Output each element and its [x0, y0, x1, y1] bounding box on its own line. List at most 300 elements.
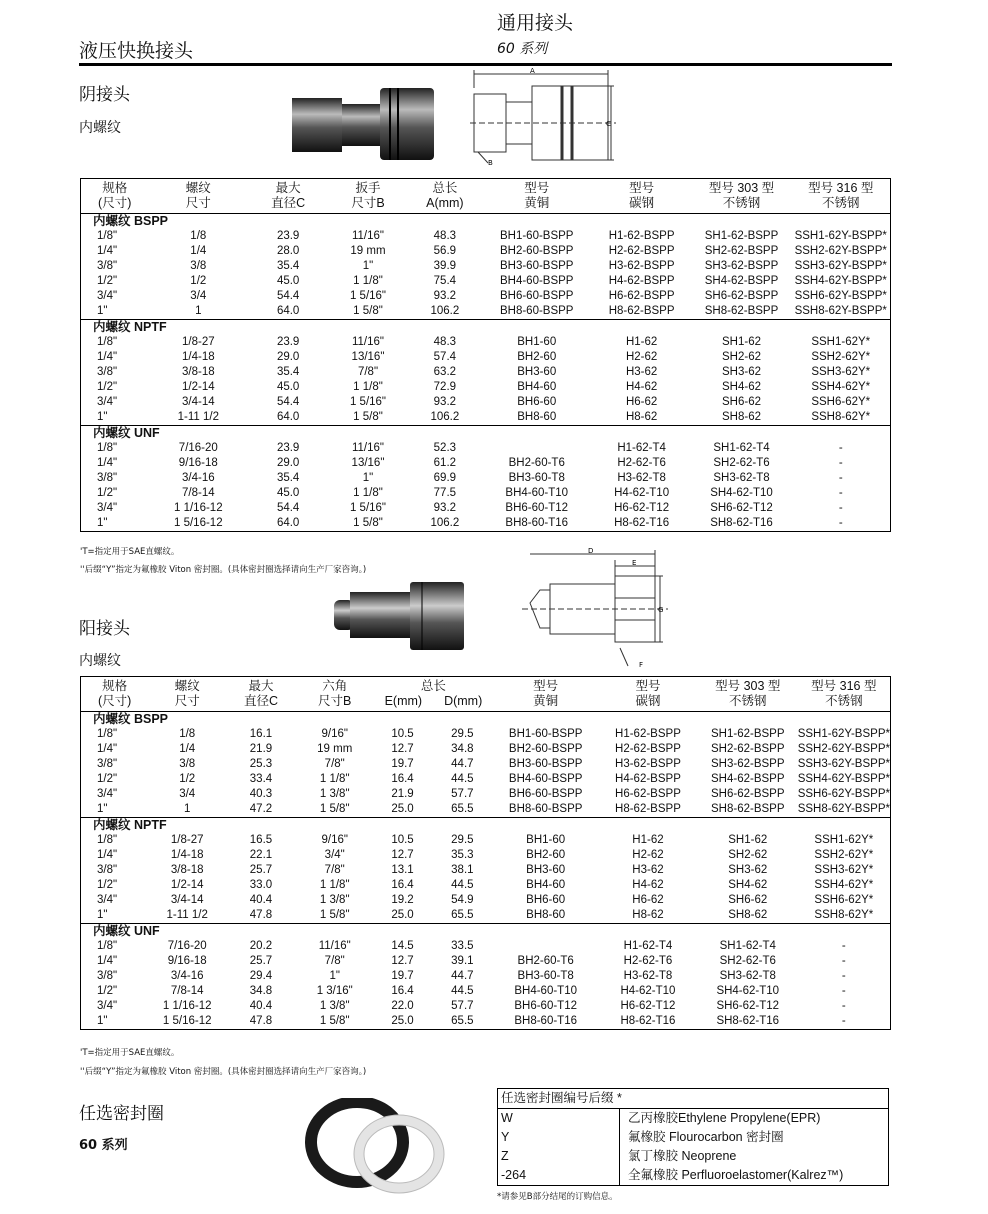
table-cell: 65.5: [451, 803, 474, 815]
table-cell: H2-62-T6: [617, 457, 666, 469]
table-cell: BH6-60: [517, 396, 557, 408]
table-cell: 1/2": [97, 275, 118, 287]
table-cell: SH3-62: [722, 366, 762, 378]
table-cell: BH3-60-BSPP: [499, 260, 574, 272]
table-cell: SSH8-62Y*: [811, 411, 871, 423]
table-cell: SH8-62-BSPP: [704, 305, 779, 317]
table-cell: 1": [329, 970, 340, 982]
male-note-y: ''后缀“Y”指定为氟橡胶 Viton 密封圈。(具体密封圈选择请向生产厂家咨询。): [80, 1067, 367, 1077]
table-cell: 1: [183, 803, 191, 815]
male-coupler-photo: [332, 576, 467, 656]
table-row: [81, 908, 891, 924]
section-title: 通用接头: [497, 12, 574, 34]
table-row: [81, 471, 891, 486]
table-row: [81, 757, 891, 772]
table-cell: 1/2: [179, 773, 196, 785]
header-rule: [79, 63, 892, 66]
table-cell: SSH6-62Y*: [811, 396, 871, 408]
male-header-row: [81, 677, 891, 712]
table-cell: 29.0: [276, 351, 300, 363]
table-cell: 1/4": [97, 351, 118, 363]
table-cell: 3/4": [97, 290, 118, 302]
col-header-line: 规格: [102, 181, 128, 195]
table-row: [81, 984, 891, 999]
table-row: [81, 486, 891, 501]
table-cell: H6-62: [632, 894, 664, 906]
table-cell: H6-62-BSPP: [615, 788, 681, 800]
col-header-line: 不锈钢: [722, 196, 761, 210]
table-cell: -: [838, 487, 843, 499]
table-row: [81, 727, 891, 742]
table-cell: 1/8": [97, 336, 118, 348]
col-header-line: 黄铜: [524, 196, 550, 210]
table-cell: BH4-60: [517, 381, 557, 393]
table-cell: 1/8": [97, 834, 118, 846]
table-row: [81, 999, 891, 1014]
dim-label-a: A: [530, 68, 535, 75]
table-cell: 1-11 1/2: [177, 411, 219, 423]
table-cell: 1/8: [179, 728, 196, 740]
table-cell: 29.4: [249, 970, 273, 982]
table-cell: 3/8-18: [170, 864, 204, 876]
table-cell: 3/8": [97, 366, 118, 378]
table-cell: SSH4-62Y*: [811, 381, 871, 393]
col-header-line: 最大: [275, 181, 301, 195]
table-cell: 25.7: [249, 955, 273, 967]
table-cell: 1 1/16-12: [162, 1000, 212, 1012]
table-cell: H8-62-BSPP: [608, 305, 675, 317]
seal-material: 乙丙橡胶Ethylene Propylene(EPR): [628, 1111, 821, 1125]
table-cell: BH3-60: [526, 864, 566, 876]
table-cell: 63.2: [433, 366, 457, 378]
seal-row: [498, 1128, 889, 1147]
col-header: [592, 179, 692, 214]
table-cell: 3/8": [97, 472, 118, 484]
table-cell: 65.5: [451, 1015, 474, 1027]
col-header: [148, 677, 226, 712]
table-cell: 3/8: [179, 758, 196, 770]
table-cell: 29.0: [276, 457, 300, 469]
table-cell: BH4-60-T10: [514, 985, 577, 997]
female-spec-table: [80, 178, 891, 532]
table-cell: BH6-60-T12: [514, 1000, 577, 1012]
table-cell: H3-62-BSPP: [608, 260, 675, 272]
table-cell: SH1-62: [728, 834, 768, 846]
table-row: [81, 229, 891, 244]
table-cell: H4-62-T10: [614, 487, 670, 499]
table-cell: BH4-60-BSPP: [508, 773, 583, 785]
table-cell: 23.9: [276, 230, 300, 242]
table-cell: 34.8: [451, 743, 474, 755]
table-cell: 48.3: [433, 336, 457, 348]
table-cell: 1/2: [190, 275, 207, 287]
table-cell: 1 5/8": [353, 411, 383, 423]
dim-label-d: D: [588, 548, 594, 555]
table-cell: 3/4": [97, 502, 118, 514]
table-cell: 16.4: [391, 773, 414, 785]
table-cell: H1-62-BSPP: [615, 728, 681, 740]
table-cell: 7/8-14: [182, 487, 215, 499]
table-row: [81, 939, 891, 954]
table-cell: H3-62: [625, 366, 658, 378]
seal-material: 氟橡胶 Flourocarbon 密封圈: [628, 1130, 784, 1144]
table-row: [81, 410, 891, 426]
col-header: [248, 179, 328, 214]
table-cell: SH2-62: [722, 351, 762, 363]
table-row: [81, 380, 891, 395]
col-header-line: 扳手: [355, 181, 381, 195]
table-cell: SH4-62: [728, 879, 768, 891]
table-cell: SH1-62-T4: [719, 940, 776, 952]
table-cell: SSH3-62Y*: [811, 366, 871, 378]
table-cell: 25.0: [391, 909, 414, 921]
table-cell: 1/4-18: [170, 849, 204, 861]
table-cell: 1 5/8": [319, 909, 350, 921]
group-label: 内螺纹 UNF: [81, 426, 891, 442]
table-cell: SH6-62-BSPP: [711, 788, 785, 800]
table-cell: 7/16-20: [178, 442, 218, 454]
seal-material: 全氟橡胶 Perfluoroelastomer(Kalrez™): [628, 1168, 844, 1182]
col-header-line: D(mm): [444, 694, 483, 708]
group-row: [81, 818, 891, 834]
seal-suffix-table: [497, 1088, 889, 1186]
table-cell: SH3-62: [728, 864, 768, 876]
dim-label-c: C: [606, 120, 611, 128]
table-cell: SH4-62-BSPP: [711, 773, 785, 785]
table-cell: SH3-62-T8: [719, 970, 776, 982]
female-dimension-drawing: [468, 68, 618, 166]
col-header-length: [374, 677, 494, 712]
table-cell: H2-62-T6: [623, 955, 673, 967]
table-cell: SH6-62-BSPP: [704, 290, 779, 302]
table-cell: H6-62-T12: [614, 502, 670, 514]
table-cell: 44.7: [451, 970, 474, 982]
table-cell: 1/2": [97, 381, 118, 393]
table-cell: 69.9: [433, 472, 457, 484]
table-cell: 10.5: [391, 728, 414, 740]
table-cell: 39.1: [451, 955, 474, 967]
table-cell: 1 1/16-12: [174, 502, 223, 514]
seal-table-title: 任选密封圈编号后缀 *: [498, 1089, 889, 1109]
seal-row: [498, 1147, 889, 1166]
table-cell: 3/4-14: [182, 396, 215, 408]
table-cell: H4-62-BSPP: [615, 773, 681, 785]
col-header-subcols: [374, 694, 494, 709]
table-row: [81, 954, 891, 969]
table-cell: 106.2: [430, 305, 460, 317]
table-cell: SSH2-62Y*: [811, 351, 871, 363]
table-cell: SSH4-62Y-BSPP*: [794, 275, 887, 287]
table-cell: 1 1/8": [353, 487, 383, 499]
col-header-line: 尺寸B: [318, 694, 352, 708]
table-row: [81, 893, 891, 908]
table-cell: H1-62-BSPP: [608, 230, 675, 242]
table-cell: 3/4": [324, 849, 345, 861]
table-cell: SSH8-62Y-BSPP*: [797, 803, 890, 815]
seal-suffix: -264: [498, 1166, 620, 1186]
table-cell: 35.4: [276, 366, 300, 378]
col-header: [328, 179, 408, 214]
table-cell: SSH2-62Y-BSPP*: [794, 245, 887, 257]
table-cell: H1-62-T4: [623, 940, 673, 952]
col-header-line: 型号: [629, 181, 655, 195]
table-cell: 16.4: [391, 879, 414, 891]
table-cell: 7/8-14: [170, 985, 204, 997]
table-cell: H8-62: [632, 909, 664, 921]
table-cell: 1 5/16": [349, 290, 387, 302]
table-cell: 25.3: [249, 758, 273, 770]
male-title: 阳接头: [79, 619, 130, 639]
table-cell: 1/8": [97, 230, 118, 242]
table-cell: 1-11 1/2: [166, 909, 208, 921]
table-cell: 1: [195, 305, 202, 317]
table-cell: H8-62-T16: [614, 517, 670, 529]
table-cell: 57.7: [451, 788, 474, 800]
table-cell: 19.2: [391, 894, 414, 906]
col-header-line: 螺纹: [185, 181, 211, 195]
table-row: [81, 516, 891, 532]
table-cell: 7/8": [324, 864, 345, 876]
table-cell: BH2-60: [517, 351, 557, 363]
table-cell: 1/2": [97, 879, 118, 891]
group-row: [81, 320, 891, 336]
table-cell: 1/8": [97, 940, 118, 952]
table-cell: H3-62-T8: [617, 472, 666, 484]
male-table-body: [81, 712, 891, 1030]
table-cell: -: [841, 1015, 846, 1027]
group-label: 内螺纹 BSPP: [93, 214, 169, 228]
col-header-line: 黄铜: [533, 694, 559, 708]
table-cell: SH6-62: [728, 894, 768, 906]
table-cell: 22.1: [249, 849, 273, 861]
table-cell: 1/4": [97, 849, 118, 861]
seal-row: [498, 1109, 889, 1129]
table-cell: BH1-60: [517, 336, 557, 348]
table-cell: SH1-62: [722, 336, 762, 348]
table-cell: 3/8": [97, 864, 118, 876]
table-cell: 25.7: [249, 864, 273, 876]
table-cell: 1/4": [97, 245, 118, 257]
table-cell: BH1-60-BSPP: [499, 230, 574, 242]
table-cell: BH8-60: [526, 909, 566, 921]
table-cell: -: [841, 970, 846, 982]
col-header-line: 型号: [533, 679, 559, 693]
table-cell: H2-62-BSPP: [615, 743, 681, 755]
table-cell: 35.3: [451, 849, 474, 861]
table-cell: 1/2": [97, 773, 118, 785]
col-header-line: 直径C: [271, 196, 306, 210]
table-cell: 11/16": [318, 940, 351, 952]
table-cell: H3-62-T8: [623, 970, 673, 982]
table-cell: 1": [97, 517, 108, 529]
table-cell: 21.9: [391, 788, 414, 800]
table-cell: 7/8": [324, 955, 345, 967]
table-row: [81, 787, 891, 802]
group-label: 内螺纹 UNF: [81, 924, 891, 940]
table-cell: 35.4: [276, 260, 300, 272]
table-cell: 64.0: [276, 305, 300, 317]
group-row: [81, 426, 891, 442]
table-cell: 3/4-14: [170, 894, 204, 906]
male-note-t: 'T=指定用于SAE直螺纹。: [80, 1048, 180, 1058]
table-cell: 33.5: [451, 940, 474, 952]
table-cell: 11/16": [351, 442, 384, 454]
table-cell: -: [838, 517, 843, 529]
page-title: 液压快换接头: [79, 40, 194, 62]
table-cell: 64.0: [276, 411, 300, 423]
table-cell: 29.5: [451, 834, 474, 846]
table-cell: 1 3/8": [319, 1000, 350, 1012]
table-cell: 1": [97, 305, 108, 317]
table-cell: 11/16": [351, 230, 384, 242]
group-label: 内螺纹 NPTF: [81, 320, 891, 336]
seal-footnote: *请参见B部分结尾的订购信息。: [497, 1192, 618, 1202]
table-cell: SH4-62-T10: [710, 487, 773, 499]
table-cell: H8-62-BSPP: [615, 803, 681, 815]
table-cell: 1/2-14: [182, 381, 215, 393]
table-cell: -: [841, 955, 846, 967]
table-cell: 3/4-16: [170, 970, 204, 982]
table-row: [81, 772, 891, 787]
table-cell: 1/2-14: [170, 879, 204, 891]
table-cell: 1 3/8": [319, 894, 350, 906]
table-cell: 44.5: [451, 985, 474, 997]
col-header-line: 不锈钢: [729, 694, 767, 708]
table-cell: H6-62-T12: [620, 1000, 676, 1012]
table-cell: SH1-62-BSPP: [704, 230, 779, 242]
col-header: [296, 677, 374, 712]
col-header-line: (尺寸): [98, 196, 132, 210]
table-cell: 1": [97, 909, 108, 921]
table-cell: 44.5: [451, 879, 474, 891]
table-cell: H6-62-BSPP: [608, 290, 675, 302]
table-cell: 12.7: [391, 849, 414, 861]
table-cell: 47.8: [249, 1015, 273, 1027]
table-cell: H4-62: [625, 381, 658, 393]
table-cell: 61.2: [433, 457, 457, 469]
table-cell: BH8-60-BSPP: [508, 803, 583, 815]
table-row: [81, 304, 891, 320]
table-cell: H2-62: [625, 351, 658, 363]
dim-label-b: B: [488, 159, 493, 166]
table-cell: 3/4": [97, 894, 118, 906]
table-cell: -: [838, 442, 843, 454]
table-cell: SH3-62-T8: [713, 472, 770, 484]
table-cell: 19.7: [391, 758, 414, 770]
table-cell: 54.4: [276, 502, 300, 514]
table-cell: 39.9: [433, 260, 457, 272]
dim-label-g: G: [658, 606, 664, 614]
table-cell: 34.8: [249, 985, 273, 997]
table-cell: 40.4: [249, 894, 273, 906]
seal-material: 氯丁橡胶 Neoprene: [628, 1149, 737, 1163]
col-header-line: 尺寸: [174, 694, 200, 708]
table-cell: 33.4: [249, 773, 273, 785]
table-cell: 3/4: [179, 788, 196, 800]
table-cell: BH3-60: [517, 366, 557, 378]
col-header-line: 型号: [635, 679, 661, 693]
table-cell: 1 5/16-12: [162, 1015, 212, 1027]
col-header-line: 尺寸B: [351, 196, 385, 210]
table-cell: 93.2: [433, 502, 457, 514]
table-cell: 12.7: [391, 955, 414, 967]
col-header: [798, 677, 891, 712]
col-header: [791, 179, 890, 214]
table-cell: SH3-62-BSPP: [704, 260, 779, 272]
table-cell: 1/4: [179, 743, 196, 755]
table-cell: 93.2: [433, 396, 457, 408]
table-cell: 47.2: [249, 803, 273, 815]
series-subtitle: 60 系列: [497, 41, 548, 57]
table-cell: 20.2: [249, 940, 273, 952]
table-cell: 1/4": [97, 457, 118, 469]
table-cell: SSH2-62Y-BSPP*: [797, 743, 890, 755]
table-cell: 28.0: [276, 245, 300, 257]
table-cell: BH4-60: [526, 879, 566, 891]
table-cell: SH1-62-BSPP: [711, 728, 785, 740]
col-header: [692, 179, 792, 214]
table-cell: SH8-62: [728, 909, 768, 921]
table-cell: H4-62: [632, 879, 664, 891]
col-header-line: 规格: [102, 679, 128, 693]
table-cell: 19 mm: [317, 743, 353, 755]
table-cell: 47.8: [249, 909, 273, 921]
col-header: [482, 179, 592, 214]
table-cell: SSH6-62Y-BSPP*: [794, 290, 887, 302]
seals-series: 60 系列: [79, 1138, 128, 1153]
table-cell: -: [838, 472, 843, 484]
table-cell: SSH8-62Y*: [814, 909, 874, 921]
table-row: [81, 456, 891, 471]
table-cell: 1 5/16": [349, 396, 387, 408]
table-cell: SH2-62-BSPP: [704, 245, 779, 257]
col-header-line: 碳钢: [629, 196, 655, 210]
dim-label-f: F: [639, 661, 644, 668]
table-cell: BH4-60-BSPP: [499, 275, 574, 287]
table-cell: 1 5/8": [319, 1015, 350, 1027]
table-row: [81, 289, 891, 304]
table-cell: 3/8": [97, 970, 118, 982]
table-cell: 3/4": [97, 1000, 118, 1012]
table-cell: 23.9: [276, 442, 300, 454]
table-cell: H2-62: [632, 849, 664, 861]
table-row: [81, 833, 891, 848]
table-cell: SSH3-62Y-BSPP*: [794, 260, 887, 272]
col-header-line: 不锈钢: [825, 694, 863, 708]
table-cell: SSH4-62Y*: [814, 879, 874, 891]
table-row: [81, 878, 891, 893]
table-cell: BH6-60-BSPP: [499, 290, 574, 302]
table-cell: 1 3/8": [319, 788, 350, 800]
table-cell: 23.9: [276, 336, 300, 348]
table-cell: 9/16": [321, 728, 348, 740]
table-cell: SSH2-62Y*: [814, 849, 874, 861]
table-cell: 45.0: [276, 381, 300, 393]
col-header: [81, 179, 149, 214]
table-cell: BH1-60: [526, 834, 566, 846]
table-cell: 1 5/8": [353, 517, 383, 529]
col-header-line: 最大: [248, 679, 274, 693]
table-cell: 22.0: [391, 1000, 414, 1012]
table-cell: BH2-60-BSPP: [508, 743, 583, 755]
table-cell: 9/16-18: [178, 457, 218, 469]
table-cell: 45.0: [276, 275, 300, 287]
table-row: [81, 244, 891, 259]
table-cell: SSH6-62Y*: [814, 894, 874, 906]
table-cell: 1": [362, 260, 374, 272]
table-cell: 13.1: [391, 864, 414, 876]
table-cell: BH8-60-T16: [505, 517, 569, 529]
